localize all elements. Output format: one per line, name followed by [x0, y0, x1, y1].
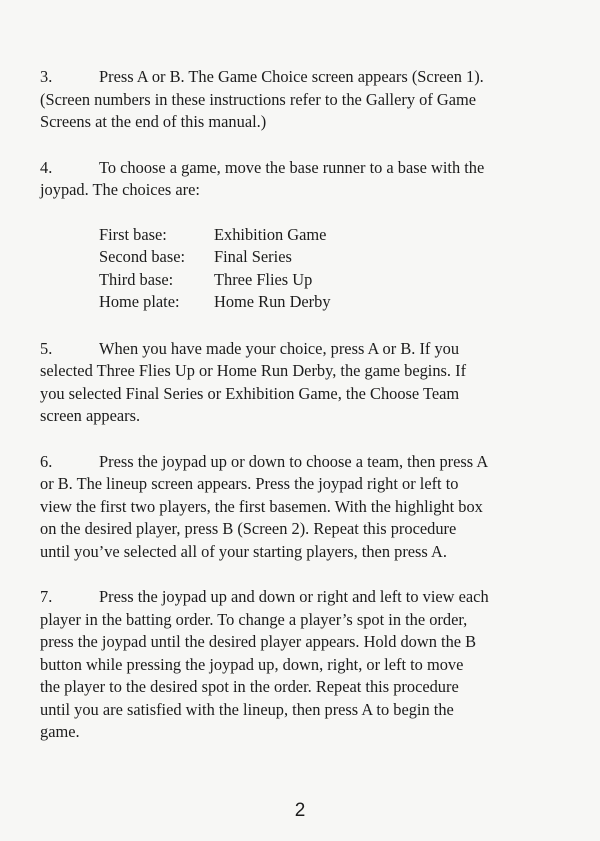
- step-4: [40, 157, 560, 202]
- step-number: 5.: [40, 338, 53, 358]
- step-text: player in the batting order. To change a player’s spot in the order, press the joypad until the desired player appears. Hold down the B button while pressing the joypad up, down, right, or left to move the player to the desired spot in the order. Repeat this procedure until you are satisfied with the lineup, then press A to begin the game.: [40, 609, 477, 741]
- step-number: 3.: [40, 67, 53, 86]
- choice-base: Third base:: [99, 269, 174, 289]
- choice-row: [99, 224, 560, 247]
- step-text-first-line: To choose a game, move the base runner to a base with the: [99, 157, 485, 177]
- page-number: 2: [294, 800, 306, 821]
- step-text: selected Three Flies Up or Home Run Derby, the game begins. If you selected Final Series or Exhibition Game, the Choose Team screen appears.: [40, 361, 467, 425]
- step-text: or B. The lineup screen appears. Press the joypad right or left to view the first two players, the first basemen. With the highlight box on the desired player, press B (Screen 2). Repeat this procedure until you’ve selected all of your starting players, then press A.: [40, 474, 483, 561]
- choice-game: Home Run Derby: [214, 292, 331, 311]
- choice-base: First base:: [99, 224, 167, 244]
- step-text-first-line: When you have made your choice, press A or B. If you: [99, 338, 460, 358]
- choice-row: [99, 269, 560, 292]
- step-3: [40, 66, 560, 134]
- game-choices-list: [99, 224, 560, 314]
- step-text: (Screen numbers in these instructions refer to the Gallery of Game Screens at the end of this manual.): [40, 89, 477, 131]
- step-text-first-line: Press the joypad up or down to choose a team, then press A: [99, 451, 489, 471]
- choice-row: [99, 246, 560, 269]
- step-5: [40, 338, 560, 428]
- step-text-first-line: Press the joypad up and down or right and left to view each: [99, 587, 489, 606]
- step-number: 7.: [40, 587, 53, 606]
- choice-base: Second base:: [99, 247, 186, 266]
- choice-game: Final Series: [214, 247, 292, 266]
- step-number: 6.: [40, 451, 53, 471]
- choice-row: [99, 291, 560, 314]
- choice-game: Three Flies Up: [214, 269, 313, 289]
- step-text-first-line: Press A or B. The Game Choice screen appears (Screen 1).: [99, 67, 484, 86]
- step-text: joypad. The choices are:: [40, 180, 200, 199]
- step-6: [40, 451, 560, 564]
- step-7: [40, 586, 560, 744]
- choice-game: Exhibition Game: [214, 224, 327, 244]
- step-number: 4.: [40, 157, 53, 177]
- choice-base: Home plate:: [99, 292, 180, 311]
